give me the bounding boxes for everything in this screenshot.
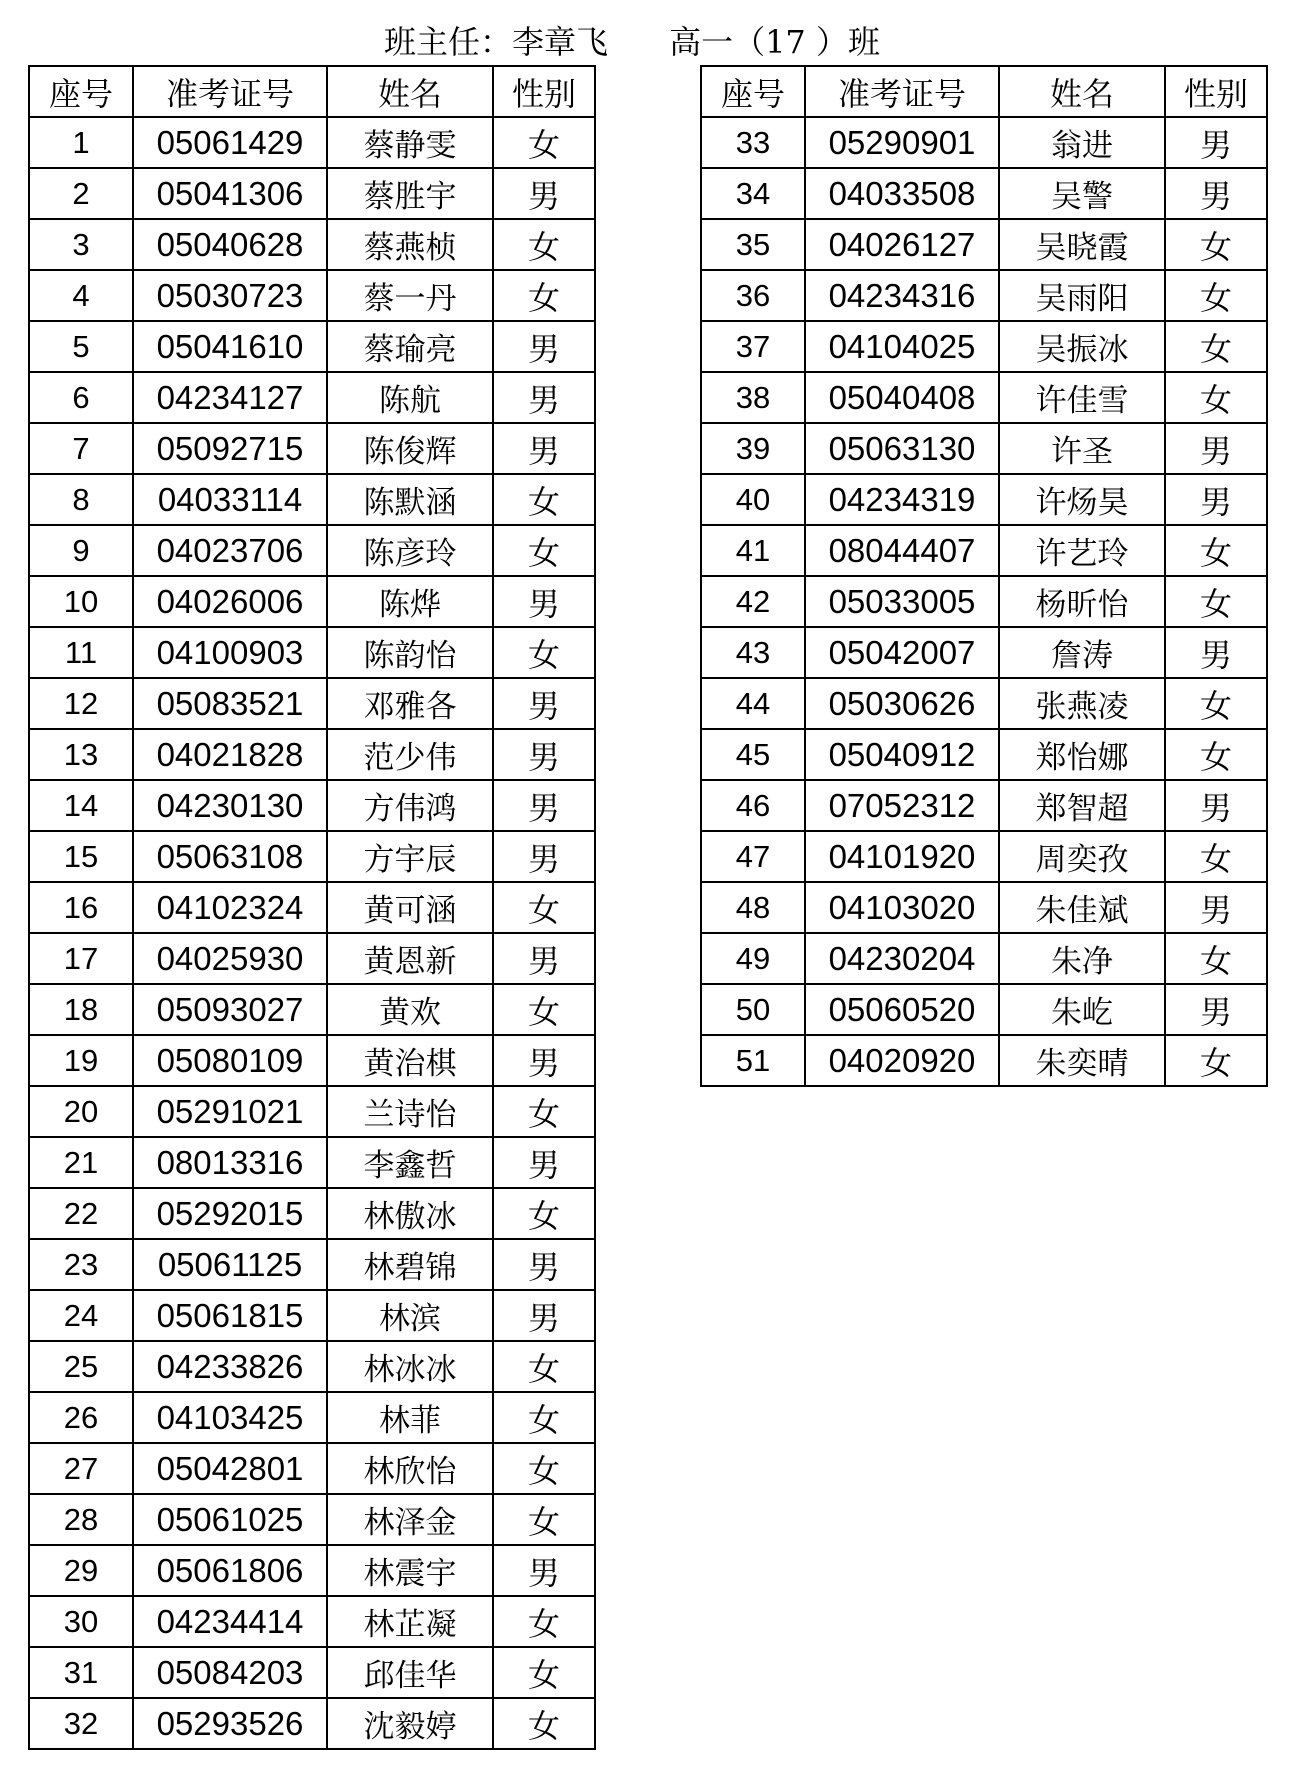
gender-cell: 女 — [493, 1698, 595, 1749]
seat-cell: 35 — [701, 219, 805, 270]
exam-id-cell: 05060520 — [805, 984, 999, 1035]
table-row — [29, 627, 595, 678]
table-row — [29, 882, 595, 933]
exam-id-cell: 04033114 — [133, 474, 327, 525]
seat-cell: 42 — [701, 576, 805, 627]
table-row — [29, 1239, 595, 1290]
gender-cell: 女 — [1165, 321, 1267, 372]
seat-cell: 27 — [29, 1443, 133, 1494]
seat-cell: 50 — [701, 984, 805, 1035]
seat-cell: 7 — [29, 423, 133, 474]
seat-cell: 6 — [29, 372, 133, 423]
seat-cell: 16 — [29, 882, 133, 933]
gender-cell: 男 — [493, 423, 595, 474]
table-row — [29, 1290, 595, 1341]
gender-cell: 女 — [493, 474, 595, 525]
gender-cell: 女 — [493, 1086, 595, 1137]
table-row — [29, 1647, 595, 1698]
column-header-gender: 性别 — [493, 66, 595, 117]
seat-cell: 47 — [701, 831, 805, 882]
table-row — [29, 780, 595, 831]
column-header-name: 姓名 — [999, 66, 1165, 117]
table-row — [701, 474, 1267, 525]
gender-cell: 女 — [493, 219, 595, 270]
gender-cell: 女 — [1165, 219, 1267, 270]
gender-cell: 女 — [1165, 576, 1267, 627]
seat-cell: 46 — [701, 780, 805, 831]
table-row — [29, 168, 595, 219]
name-cell: 吴警 — [999, 168, 1165, 219]
exam-id-cell: 04230204 — [805, 933, 999, 984]
name-cell: 林滨 — [327, 1290, 493, 1341]
seat-cell: 13 — [29, 729, 133, 780]
seat-cell: 5 — [29, 321, 133, 372]
name-cell: 陈默涵 — [327, 474, 493, 525]
seat-cell: 22 — [29, 1188, 133, 1239]
table-row — [701, 780, 1267, 831]
exam-id-cell: 04233826 — [133, 1341, 327, 1392]
column-header-gender: 性别 — [1165, 66, 1267, 117]
exam-id-cell: 04102324 — [133, 882, 327, 933]
seat-cell: 48 — [701, 882, 805, 933]
table-row — [29, 1494, 595, 1545]
name-cell: 郑怡娜 — [999, 729, 1165, 780]
table-row — [29, 321, 595, 372]
exam-id-cell: 08044407 — [805, 525, 999, 576]
seat-cell: 26 — [29, 1392, 133, 1443]
exam-id-cell: 05042801 — [133, 1443, 327, 1494]
gender-cell: 男 — [1165, 423, 1267, 474]
exam-id-cell: 05033005 — [805, 576, 999, 627]
gender-cell: 男 — [493, 1545, 595, 1596]
seat-cell: 43 — [701, 627, 805, 678]
roster-table-left — [28, 65, 596, 1750]
name-cell: 陈航 — [327, 372, 493, 423]
exam-id-cell: 04104025 — [805, 321, 999, 372]
gender-cell: 女 — [1165, 729, 1267, 780]
seat-cell: 11 — [29, 627, 133, 678]
table-row — [29, 1698, 595, 1749]
gender-cell: 男 — [493, 729, 595, 780]
table-row — [701, 117, 1267, 168]
name-cell: 朱佳斌 — [999, 882, 1165, 933]
gender-cell: 男 — [1165, 780, 1267, 831]
gender-cell: 女 — [493, 1392, 595, 1443]
seat-cell: 2 — [29, 168, 133, 219]
column-header-seat: 座号 — [29, 66, 133, 117]
gender-cell: 男 — [493, 831, 595, 882]
gender-cell: 女 — [493, 1341, 595, 1392]
roster-table-right — [700, 65, 1268, 1087]
gender-cell: 女 — [1165, 831, 1267, 882]
name-cell: 蔡燕桢 — [327, 219, 493, 270]
gender-cell: 男 — [493, 678, 595, 729]
table-row — [701, 678, 1267, 729]
seat-cell: 14 — [29, 780, 133, 831]
seat-cell: 28 — [29, 1494, 133, 1545]
gender-cell: 男 — [493, 576, 595, 627]
seat-cell: 18 — [29, 984, 133, 1035]
column-header-exam-id: 准考证号 — [805, 66, 999, 117]
name-cell: 黄欢 — [327, 984, 493, 1035]
exam-id-cell: 04234414 — [133, 1596, 327, 1647]
table-row — [701, 372, 1267, 423]
seat-cell: 12 — [29, 678, 133, 729]
table-row — [29, 270, 595, 321]
table-row — [701, 168, 1267, 219]
name-cell: 黄可涵 — [327, 882, 493, 933]
table-row — [29, 1341, 595, 1392]
seat-cell: 24 — [29, 1290, 133, 1341]
table-row — [29, 1545, 595, 1596]
seat-cell: 19 — [29, 1035, 133, 1086]
table-row — [29, 117, 595, 168]
seat-cell: 8 — [29, 474, 133, 525]
exam-id-cell: 05061025 — [133, 1494, 327, 1545]
table-row — [701, 1035, 1267, 1086]
name-cell: 许佳雪 — [999, 372, 1165, 423]
name-cell: 林欣怡 — [327, 1443, 493, 1494]
table-row — [701, 627, 1267, 678]
name-cell: 陈烨 — [327, 576, 493, 627]
gender-cell: 女 — [493, 984, 595, 1035]
table-row — [29, 1188, 595, 1239]
teacher-name: 李章飞 — [512, 23, 609, 61]
gender-cell: 女 — [493, 1443, 595, 1494]
name-cell: 李鑫哲 — [327, 1137, 493, 1188]
table-row — [701, 270, 1267, 321]
header-row — [701, 66, 1267, 117]
seat-cell: 30 — [29, 1596, 133, 1647]
exam-id-cell: 04026127 — [805, 219, 999, 270]
table-row — [29, 423, 595, 474]
name-cell: 方宇辰 — [327, 831, 493, 882]
exam-id-cell: 05040408 — [805, 372, 999, 423]
exam-id-cell: 04234316 — [805, 270, 999, 321]
table-row — [29, 678, 595, 729]
exam-id-cell: 04020920 — [805, 1035, 999, 1086]
gender-cell: 女 — [493, 1647, 595, 1698]
seat-cell: 34 — [701, 168, 805, 219]
exam-id-cell: 05061429 — [133, 117, 327, 168]
name-cell: 许艺玲 — [999, 525, 1165, 576]
name-cell: 吴晓霞 — [999, 219, 1165, 270]
exam-id-cell: 04021828 — [133, 729, 327, 780]
column-header-exam-id: 准考证号 — [133, 66, 327, 117]
seat-cell: 40 — [701, 474, 805, 525]
gender-cell: 男 — [493, 933, 595, 984]
name-cell: 林傲冰 — [327, 1188, 493, 1239]
seat-cell: 51 — [701, 1035, 805, 1086]
table-row — [29, 729, 595, 780]
exam-id-cell: 04234319 — [805, 474, 999, 525]
name-cell: 许圣 — [999, 423, 1165, 474]
exam-id-cell: 04025930 — [133, 933, 327, 984]
table-row — [701, 831, 1267, 882]
exam-id-cell: 04103425 — [133, 1392, 327, 1443]
seat-cell: 31 — [29, 1647, 133, 1698]
name-cell: 方伟鸿 — [327, 780, 493, 831]
seat-cell: 45 — [701, 729, 805, 780]
name-cell: 周奕孜 — [999, 831, 1165, 882]
name-cell: 林震宇 — [327, 1545, 493, 1596]
seat-cell: 9 — [29, 525, 133, 576]
exam-id-cell: 05061815 — [133, 1290, 327, 1341]
name-cell: 林碧锦 — [327, 1239, 493, 1290]
exam-id-cell: 05030723 — [133, 270, 327, 321]
seat-cell: 3 — [29, 219, 133, 270]
exam-id-cell: 05040912 — [805, 729, 999, 780]
header-row — [29, 66, 595, 117]
name-cell: 翁进 — [999, 117, 1165, 168]
exam-id-cell: 05092715 — [133, 423, 327, 474]
table-row — [29, 1443, 595, 1494]
exam-id-cell: 05030626 — [805, 678, 999, 729]
exam-id-cell: 05042007 — [805, 627, 999, 678]
name-cell: 詹涛 — [999, 627, 1165, 678]
table-row — [29, 576, 595, 627]
gender-cell: 女 — [493, 1494, 595, 1545]
exam-id-cell: 04023706 — [133, 525, 327, 576]
gender-cell: 女 — [1165, 1035, 1267, 1086]
table-row — [29, 984, 595, 1035]
gender-cell: 女 — [493, 270, 595, 321]
gender-cell: 男 — [1165, 474, 1267, 525]
seat-cell: 21 — [29, 1137, 133, 1188]
exam-id-cell: 05293526 — [133, 1698, 327, 1749]
table-row — [29, 933, 595, 984]
exam-id-cell: 07052312 — [805, 780, 999, 831]
name-cell: 林菲 — [327, 1392, 493, 1443]
document-title — [384, 22, 880, 62]
table-row — [701, 219, 1267, 270]
class-name: 高一（17 ）班 — [669, 23, 880, 61]
seat-cell: 41 — [701, 525, 805, 576]
gender-cell: 男 — [493, 1035, 595, 1086]
name-cell: 邱佳华 — [327, 1647, 493, 1698]
title-gap — [608, 23, 669, 61]
gender-cell: 男 — [493, 372, 595, 423]
exam-id-cell: 05080109 — [133, 1035, 327, 1086]
seat-cell: 4 — [29, 270, 133, 321]
name-cell: 郑智超 — [999, 780, 1165, 831]
table-row — [701, 933, 1267, 984]
seat-cell: 44 — [701, 678, 805, 729]
name-cell: 林冰冰 — [327, 1341, 493, 1392]
gender-cell: 女 — [493, 627, 595, 678]
seat-cell: 10 — [29, 576, 133, 627]
table-row — [29, 1035, 595, 1086]
table-row — [29, 1596, 595, 1647]
gender-cell: 男 — [1165, 984, 1267, 1035]
table-row — [29, 831, 595, 882]
table-row — [701, 984, 1267, 1035]
name-cell: 吴雨阳 — [999, 270, 1165, 321]
name-cell: 陈韵怡 — [327, 627, 493, 678]
gender-cell: 女 — [1165, 933, 1267, 984]
table-row — [701, 576, 1267, 627]
table-row — [29, 474, 595, 525]
name-cell: 蔡静雯 — [327, 117, 493, 168]
name-cell: 陈彦玲 — [327, 525, 493, 576]
seat-cell: 29 — [29, 1545, 133, 1596]
exam-id-cell: 04103020 — [805, 882, 999, 933]
exam-id-cell: 05040628 — [133, 219, 327, 270]
seat-cell: 32 — [29, 1698, 133, 1749]
exam-id-cell: 05290901 — [805, 117, 999, 168]
gender-cell: 女 — [493, 1596, 595, 1647]
name-cell: 黄治棋 — [327, 1035, 493, 1086]
name-cell: 许炀昊 — [999, 474, 1165, 525]
seat-cell: 25 — [29, 1341, 133, 1392]
teacher-label: 班主任： — [384, 23, 513, 61]
exam-id-cell: 05093027 — [133, 984, 327, 1035]
name-cell: 范少伟 — [327, 729, 493, 780]
name-cell: 张燕凌 — [999, 678, 1165, 729]
seat-cell: 37 — [701, 321, 805, 372]
exam-id-cell: 04230130 — [133, 780, 327, 831]
name-cell: 蔡瑜亮 — [327, 321, 493, 372]
table-row — [701, 525, 1267, 576]
gender-cell: 女 — [493, 882, 595, 933]
table-row — [701, 423, 1267, 474]
gender-cell: 女 — [493, 1188, 595, 1239]
gender-cell: 男 — [493, 1290, 595, 1341]
seat-cell: 38 — [701, 372, 805, 423]
exam-id-cell: 05291021 — [133, 1086, 327, 1137]
exam-id-cell: 05063130 — [805, 423, 999, 474]
seat-cell: 33 — [701, 117, 805, 168]
name-cell: 陈俊辉 — [327, 423, 493, 474]
name-cell: 杨昕怡 — [999, 576, 1165, 627]
seat-cell: 23 — [29, 1239, 133, 1290]
gender-cell: 女 — [1165, 372, 1267, 423]
seat-cell: 20 — [29, 1086, 133, 1137]
seat-cell: 49 — [701, 933, 805, 984]
gender-cell: 女 — [1165, 678, 1267, 729]
name-cell: 朱奕晴 — [999, 1035, 1165, 1086]
exam-id-cell: 05061125 — [133, 1239, 327, 1290]
gender-cell: 男 — [1165, 168, 1267, 219]
gender-cell: 女 — [493, 117, 595, 168]
seat-cell: 17 — [29, 933, 133, 984]
name-cell: 林芷凝 — [327, 1596, 493, 1647]
exam-id-cell: 05063108 — [133, 831, 327, 882]
exam-id-cell: 05041610 — [133, 321, 327, 372]
gender-cell: 女 — [493, 525, 595, 576]
gender-cell: 男 — [493, 1239, 595, 1290]
gender-cell: 男 — [493, 168, 595, 219]
table-row — [701, 321, 1267, 372]
gender-cell: 男 — [1165, 117, 1267, 168]
exam-id-cell: 05084203 — [133, 1647, 327, 1698]
exam-id-cell: 04101920 — [805, 831, 999, 882]
name-cell: 吴振冰 — [999, 321, 1165, 372]
name-cell: 朱屹 — [999, 984, 1165, 1035]
name-cell: 林泽金 — [327, 1494, 493, 1545]
name-cell: 朱净 — [999, 933, 1165, 984]
table-row — [29, 1392, 595, 1443]
seat-cell: 36 — [701, 270, 805, 321]
gender-cell: 男 — [493, 321, 595, 372]
exam-id-cell: 04100903 — [133, 627, 327, 678]
exam-id-cell: 04234127 — [133, 372, 327, 423]
exam-id-cell: 05061806 — [133, 1545, 327, 1596]
exam-id-cell: 04033508 — [805, 168, 999, 219]
seat-cell: 1 — [29, 117, 133, 168]
gender-cell: 男 — [493, 1137, 595, 1188]
exam-id-cell: 05041306 — [133, 168, 327, 219]
name-cell: 沈毅婷 — [327, 1698, 493, 1749]
table-row — [29, 1086, 595, 1137]
gender-cell: 男 — [493, 780, 595, 831]
column-header-name: 姓名 — [327, 66, 493, 117]
table-row — [701, 882, 1267, 933]
table-row — [701, 729, 1267, 780]
gender-cell: 女 — [1165, 525, 1267, 576]
seat-cell: 15 — [29, 831, 133, 882]
gender-cell: 男 — [1165, 882, 1267, 933]
gender-cell: 男 — [1165, 627, 1267, 678]
column-header-seat: 座号 — [701, 66, 805, 117]
exam-id-cell: 05083521 — [133, 678, 327, 729]
name-cell: 兰诗怡 — [327, 1086, 493, 1137]
table-row — [29, 372, 595, 423]
name-cell: 蔡一丹 — [327, 270, 493, 321]
exam-id-cell: 04026006 — [133, 576, 327, 627]
table-row — [29, 525, 595, 576]
exam-id-cell: 08013316 — [133, 1137, 327, 1188]
seat-cell: 39 — [701, 423, 805, 474]
exam-id-cell: 05292015 — [133, 1188, 327, 1239]
name-cell: 蔡胜宇 — [327, 168, 493, 219]
table-row — [29, 1137, 595, 1188]
name-cell: 黄恩新 — [327, 933, 493, 984]
gender-cell: 女 — [1165, 270, 1267, 321]
name-cell: 邓雅各 — [327, 678, 493, 729]
table-row — [29, 219, 595, 270]
